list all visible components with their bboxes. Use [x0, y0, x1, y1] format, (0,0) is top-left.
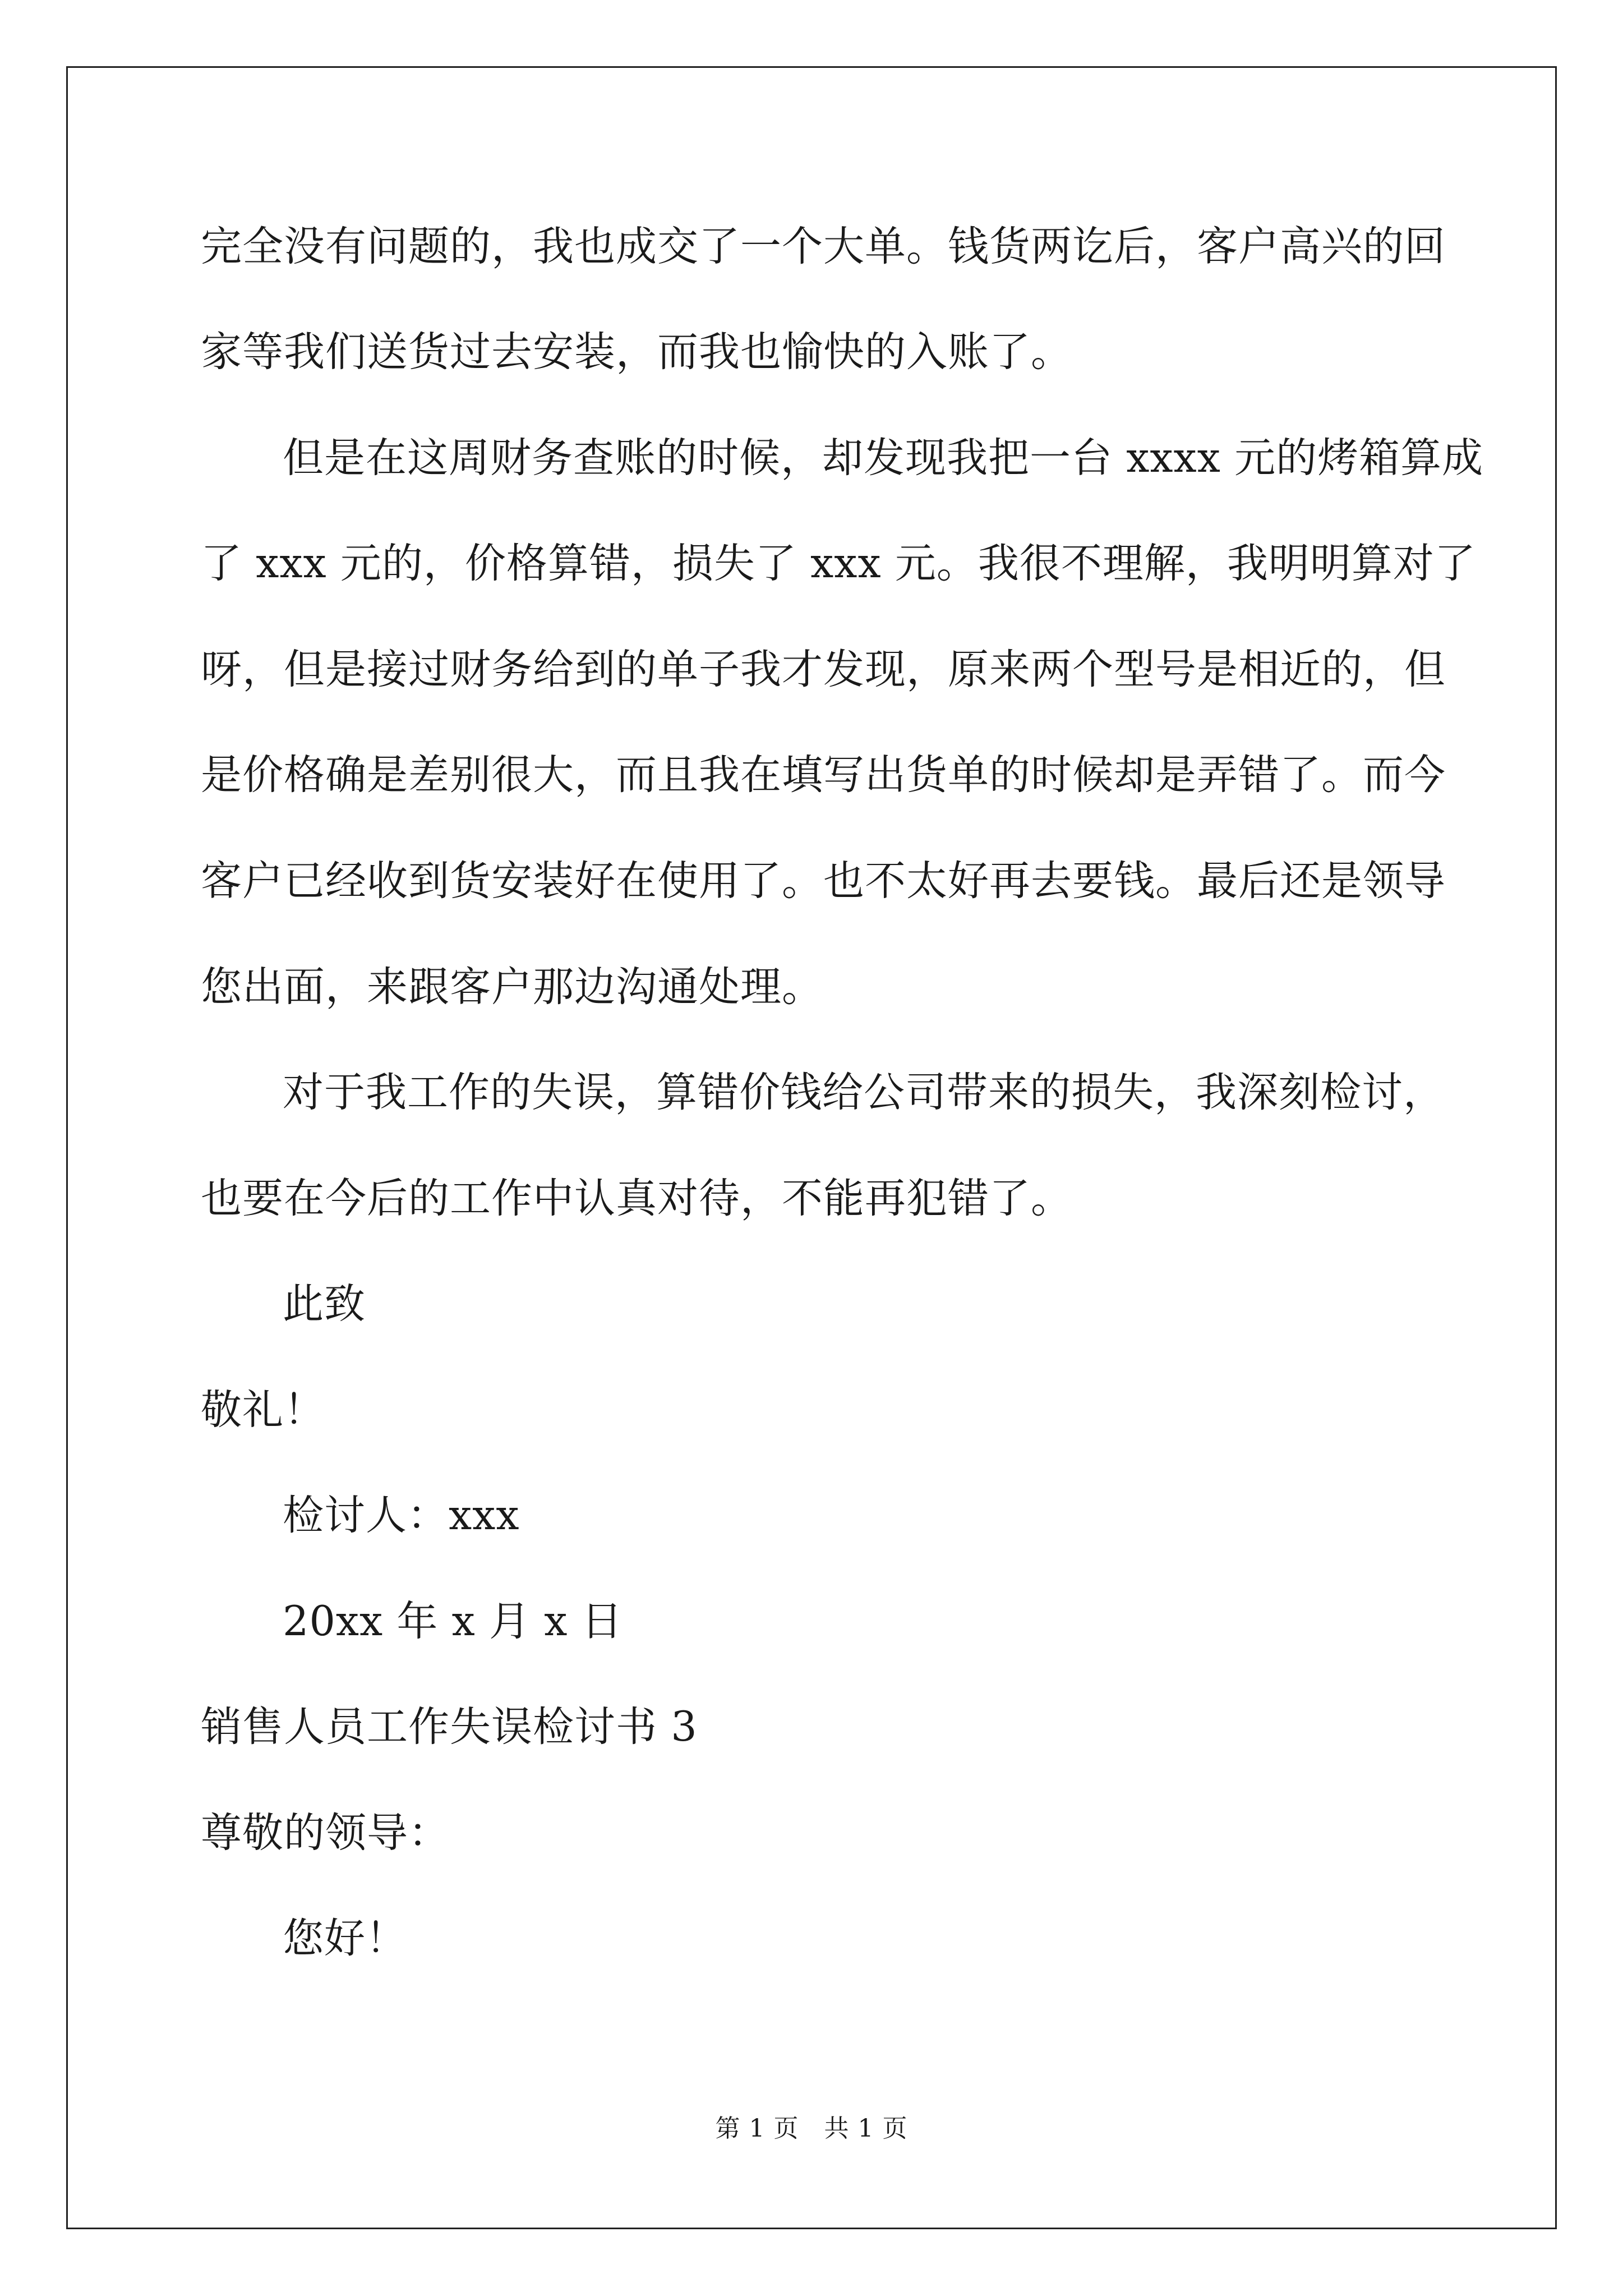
- body-line: 您出面，来跟客户那边沟通处理。: [201, 963, 823, 1011]
- section-title: 销售人员工作失误检讨书 3: [201, 1703, 698, 1751]
- body-line: 但是在这周财务查账的时候，却发现我把一台 xxxx 元的烤箱算成: [283, 434, 1484, 482]
- body-line: 了 xxx 元的，价格算错，损失了 xxx 元。我很不理解，我明明算对了: [201, 540, 1476, 587]
- page-footer: 第 1 页 共 1 页: [715, 2114, 908, 2143]
- body-line: 家等我们送货过去安装，而我也愉快的入账了。: [201, 328, 1072, 376]
- recipient-text: 尊敬的领导：: [201, 1809, 450, 1857]
- body-line: 呀，但是接过财务给到的单子我才发现，原来两个型号是相近的，但: [201, 646, 1446, 693]
- page-border: [66, 66, 1557, 2229]
- closing-text: 此致: [283, 1280, 366, 1328]
- body-line: 是价格确是差别很大，而且我在填写出货单的时候却是弄错了。而今: [201, 751, 1446, 799]
- salute-text: 敬礼！: [201, 1386, 325, 1434]
- body-line: 客户已经收到货安装好在使用了。也不太好再去要钱。最后还是领导: [201, 857, 1446, 905]
- body-line: 也要在今后的工作中认真对待，不能再犯错了。: [201, 1175, 1072, 1222]
- body-line: 对于我工作的失误，算错价钱给公司带来的损失，我深刻检讨，: [283, 1069, 1445, 1116]
- body-line: 完全没有问题的，我也成交了一个大单。钱货两讫后，客户高兴的回: [201, 223, 1446, 270]
- signer-text: 检讨人：xxx: [283, 1492, 520, 1539]
- greeting-text: 您好！: [283, 1915, 407, 1962]
- date-text: 20xx 年 x 月 x 日: [283, 1598, 623, 1645]
